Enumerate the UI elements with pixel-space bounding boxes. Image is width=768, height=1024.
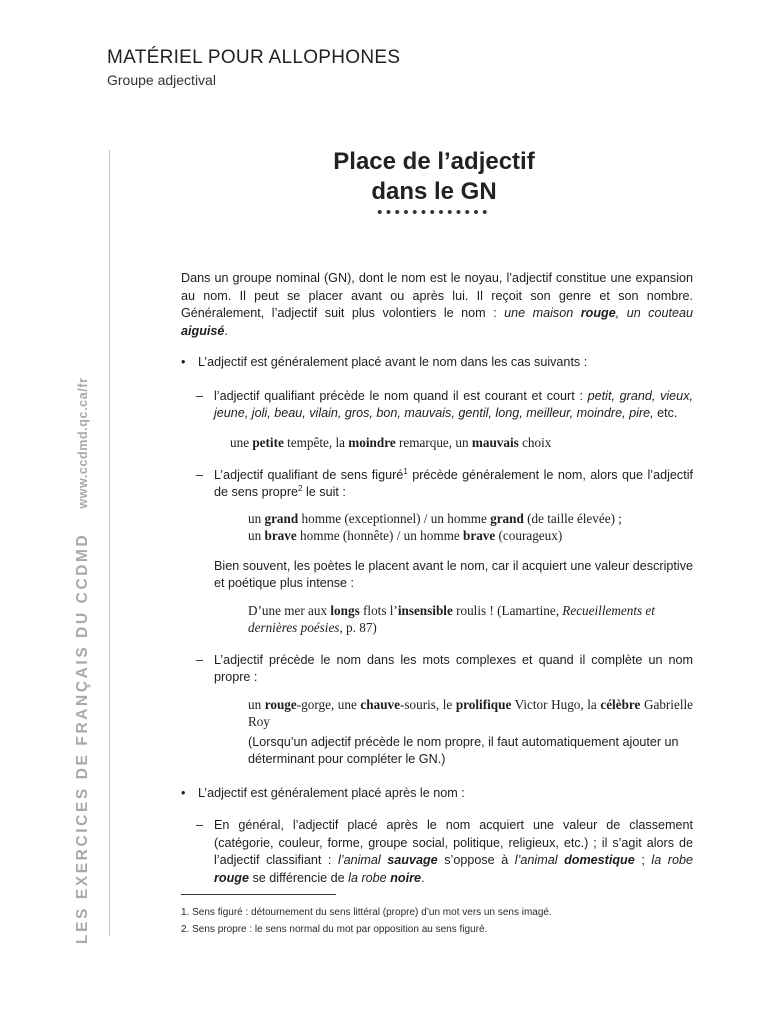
example-line: un brave homme (honnête) / un homme brave (courageux): [248, 527, 563, 543]
sub-item-figurative: – L’adjectif qualifiant de sens figuré$^1$ précède généralement le nom, alors que l’adjectif de sens propre$^2$ le suit :: [196, 466, 694, 499]
footnotes: [181, 904, 552, 938]
title-dots-divider: •••••••••••••: [377, 204, 491, 221]
bullet-marker: •: [181, 785, 186, 800]
footnote-1: 1. Sens figuré : détournement du sens littéral (propre) d’un mot vers un sens imagé.: [181, 907, 552, 918]
dash-marker: –: [196, 467, 204, 482]
dash-marker: –: [196, 652, 204, 667]
title-line-1: Place de l’adjectif: [333, 148, 535, 175]
dash-marker: –: [196, 388, 204, 403]
sub-item-complex-words: – L’adjectif précède le nom dans les mots complexes et quand il complète un nom propre :: [196, 652, 693, 684]
sub-item-common-short: – l’adjectif qualifiant précède le nom quand il est courant et court : petit, grand, vieux, jeune, joli, beau, vilain, gros, bon, mauvais, gentil, long, meilleur, moindre, pire, etc.: [196, 388, 693, 420]
sidebar-label: [74, 377, 92, 944]
footnote-divider: [181, 894, 336, 895]
determiner-note: (Lorsqu’un adjectif précède le nom propre, il faut automatiquement ajouter un déterminant pour compléter le GN.): [248, 734, 679, 766]
intro-paragraph: Dans un groupe nominal (GN), dont le nom est le noyau, l’adjectif constitue une expansion au nom. Il peut se placer avant ou après lui. Il reçoit son genre et son nombre. Généralement, l’adjectif suit plus volontiers le nom : une maison rouge, un couteau aiguisé.: [181, 271, 694, 338]
bullet-item-before: • L’adjectif est généralement placé avant le nom dans les cas suivants :: [181, 354, 693, 372]
quote-example: D’une mer aux longs flots l’insensible roulis ! (Lamartine, Recueillements et dernières poésies, p. 87): [248, 602, 655, 635]
example-line: une petite tempête, la moindre remarque, un mauvais choix: [230, 434, 552, 450]
main-content: [181, 270, 693, 887]
poets-paragraph: Bien souvent, les poètes le placent avant le nom, car il acquiert une valeur descriptive et poétique plus intense :: [214, 558, 693, 590]
bullet-item-after: • L’adjectif est généralement placé après le nom :: [181, 785, 693, 803]
sub-item-classifying: – En général, l’adjectif placé après le nom acquiert une valeur de classement (catégorie, couleur, forme, groupe social, politique, religieux, etc.) ; il s’agit alors de l’adjectif classifiant : l’animal sauvage s’oppose à l’animal domestique ; la robe rouge se différencie de la robe noire.: [196, 818, 693, 885]
sidebar-series: LES EXERCICES DE FRANÇAIS DU CCDMD: [74, 532, 91, 944]
title-line-2: dans le GN: [371, 178, 497, 205]
example-line: un rouge-gorge, une chauve-souris, le prolifique Victor Hugo, la célèbre Gabrielle Roy: [248, 696, 694, 729]
example-line: un grand homme (exceptionnel) / un homme grand (de taille élevée) ;: [248, 510, 622, 526]
sidebar-url: www.ccdmd.qc.ca/fr: [76, 377, 90, 509]
bullet-marker: •: [181, 355, 186, 369]
dash-marker: –: [196, 818, 204, 832]
page-title: [180, 147, 688, 207]
footnote-2: 2. Sens propre : le sens normal du mot par opposition au sens figuré.: [181, 924, 488, 935]
header-subtitle: Groupe adjectival: [107, 72, 216, 88]
sidebar-divider: [109, 150, 110, 936]
header-title: MATÉRIEL POUR ALLOPHONES: [107, 47, 401, 68]
